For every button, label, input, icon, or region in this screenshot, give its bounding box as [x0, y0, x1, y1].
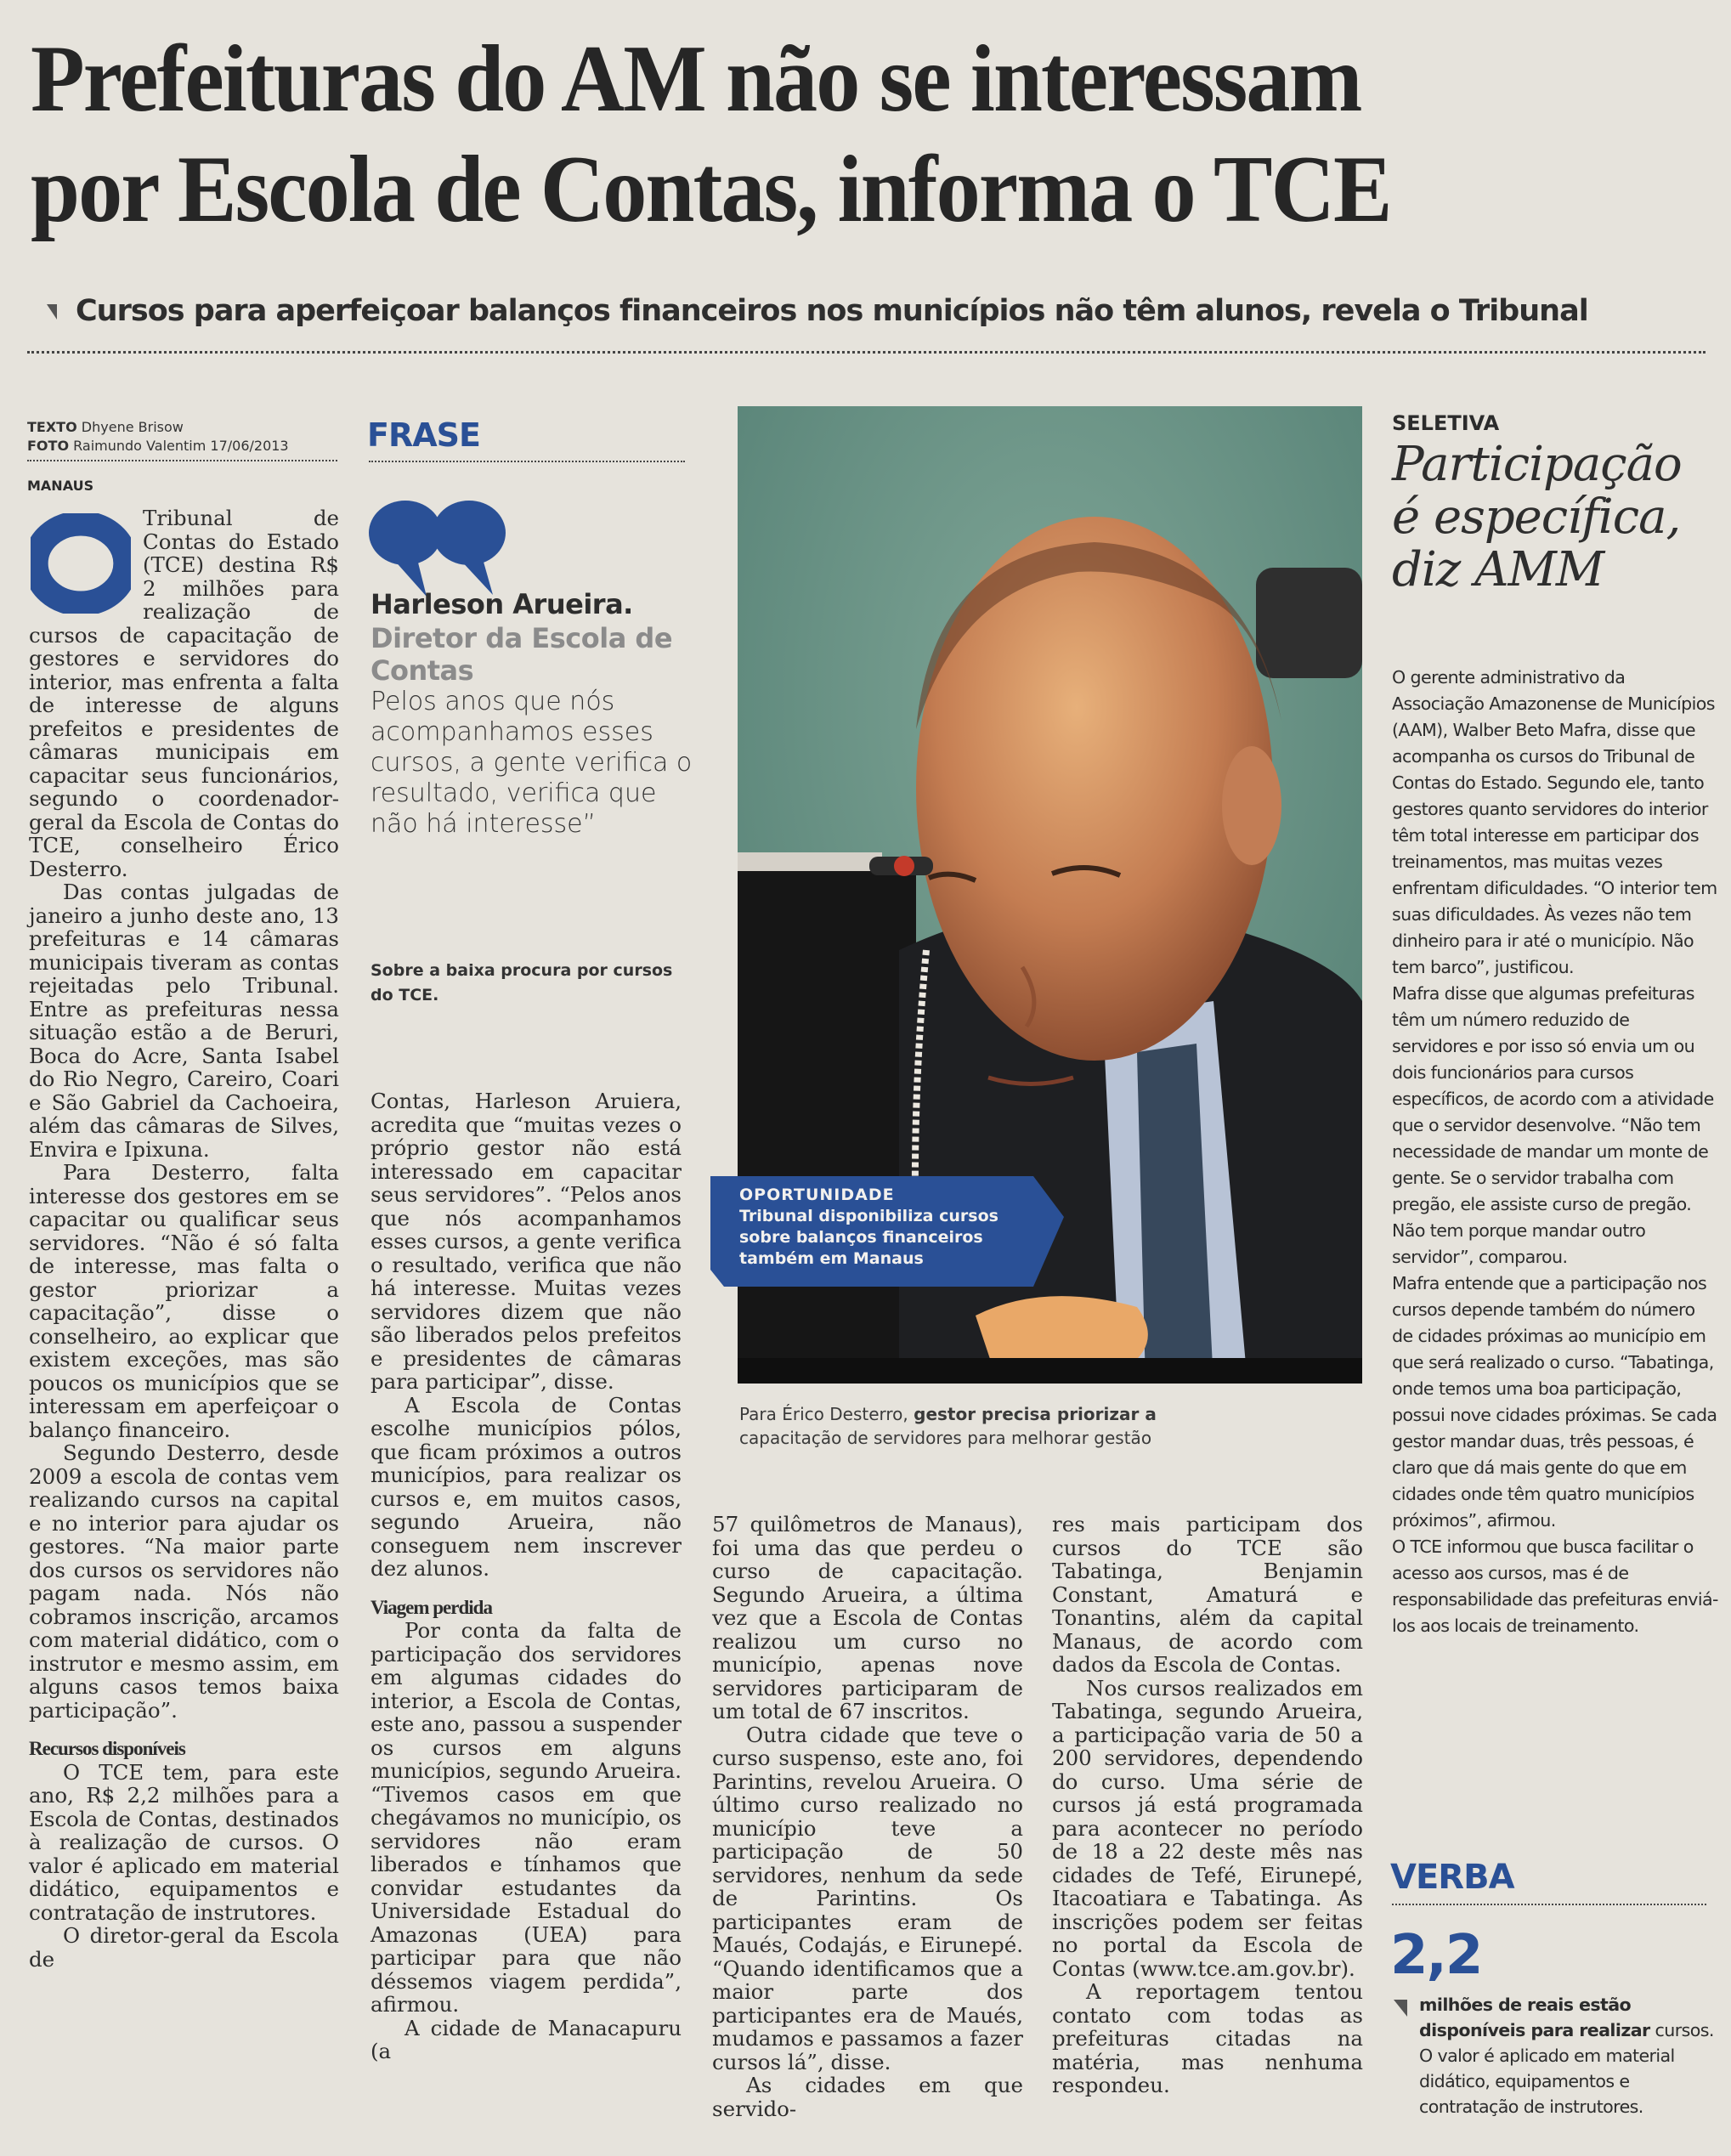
byline-photo-label: FOTO: [27, 438, 70, 454]
quote-text: Pelos anos que nós acompanhamos esses cursos, a gente verifica o resultado, verifica que não há interesse”: [371, 687, 693, 839]
subheading-recursos: Recursos disponíveis: [29, 1738, 185, 1759]
subtitle-text: Cursos para aperfeiçoar balanços financeiros nos municípios não têm alunos, revela o Tribunal: [76, 294, 1588, 328]
subheading-viagem: Viagem perdida: [371, 1596, 492, 1618]
subtitle: [47, 292, 1704, 330]
caption-lead: Para Érico Desterro,: [739, 1404, 908, 1424]
article-paragraph: 57 quilômetros de Manaus), foi uma das que perdeu o curso de capacitação. Segundo Arueira, a última vez que a Escola de Contas realizou um curso no município, apenas nove servidores participaram de um total de 67 inscritos.: [712, 1512, 1023, 1723]
article-paragraph: res mais participam dos cursos do TCE são Tabatinga, Benjamin Constant, Amaturá e Tonantins, além da capital Manaus, de acordo com dados da Escola de Contas.: [1052, 1512, 1363, 1677]
seletiva-paragraph: Mafra disse que algumas prefeituras têm um número reduzido de servidores e por isso só envia um ou dois funcionários para cursos específicos, de acordo com a atividade que o servidor desenvolve. “Não tem necessidade de mandar um monte de gente. Se o servidor trabalha com pregão, ele assiste curso de pregão. Não tem porque mandar outro servidor”, comparou.: [1392, 983, 1714, 1267]
article-paragraph: Contas, Harleson Aruiera, acredita que “muitas vezes o próprio gestor não está interessado em capacitar seus servidores”. “Pelos anos que nós acompanhamos esses cursos, a gente verifica o resultado, verifica que não há interesse. Muitas vezes servidores dizem que não são liberados pelos prefeitos e presidentes de câmaras para participar”, disse.: [371, 1089, 682, 1394]
quote-icon: [367, 495, 512, 601]
seletiva-body: [1392, 665, 1719, 1639]
article-paragraph: Nos cursos realizados em Tabatinga, segundo Arueira, a participação varia de 50 a 200 servidores, dependendo do curso. Uma série de cursos já está programada para acontecer no período de 18 a 22 deste mês nas cidades de Tefé, Eirunepé, Itacoatiara e Tabatinga. As inscrições podem ser feitas no portal da Escola de Contas (www.tce.am.gov.br).: [1052, 1675, 1363, 1981]
article-paragraph: As cidades em que servido-: [712, 2073, 1023, 2121]
photo-badge-text: [739, 1185, 1062, 1270]
photo-caption: [739, 1402, 1368, 1450]
byline-text-label: TEXTO: [27, 419, 77, 435]
headline-line-2: por Escola de Contas, informa o TCE: [31, 137, 1391, 242]
headline: [31, 24, 1595, 245]
article-paragraph: A reportagem tentou contato com todas as prefeituras citadas na matéria, mas nenhuma respondeu.: [1052, 1979, 1363, 2097]
verba-rest: cursos. O valor é aplicado em material didático, equipamentos e contratação de instrutores.: [1419, 2020, 1714, 2117]
dropcap-o-icon: [31, 513, 131, 614]
frase-label: FRASE: [367, 416, 480, 454]
headline-line-1: Prefeituras do AM não se interessam: [31, 26, 1361, 132]
article-paragraph: O TCE tem, para este ano, R$ 2,2 milhões para a Escola de Contas, destinados à realização de cursos. O valor é aplicado em material didático, equipamentos e contratação de instrutores.: [29, 1759, 339, 1925]
article-paragraph: Para Desterro, falta interesse dos gestores em se capacitar ou qualificar seus servidores. “Não é só falta de interesse, mas falta o gestor priorizar a capacitação”, disse o conselheiro, ao explicar que existem exceções, mas são poucos os municípios que se interessam em aperfeiçoar o balanço financeiro.: [29, 1160, 339, 1442]
quote-author-role: Diretor da Escola de Contas: [371, 622, 673, 687]
article-column-1: [29, 506, 339, 1971]
triangle-bullet-icon: [1394, 2000, 1407, 2017]
article-paragraph: Segundo Desterro, desde 2009 a escola de contas vem realizando cursos na capital e no interior para ajudar os gestores. “Na maior parte dos cursos os servidores não pagam nada. Nós não cobramos inscrição, arcamos com material didático, com o instrutor e mesmo assim, em alguns casos temos baixa participação”.: [29, 1440, 339, 1723]
verba-number: 2,2: [1390, 1924, 1482, 1987]
article-paragraph: Das contas julgadas de janeiro a junho deste ano, 13 prefeituras e 14 câmaras municipais tiveram as contas rejeitadas pelo Tribunal. Entre as prefeituras nessa situação estão a de Beruri, Boca do Acre, Santa Isabel do Rio Negro, Careiro, Coari e São Gabriel da Cachoeira, além das câmaras de Silves, Envira e Ipixuna.: [29, 880, 339, 1162]
seletiva-paragraph: O gerente administrativo da Associação Amazonense de Municípios (AAM), Walber Beto Mafra, disse que acompanha os cursos do Tribunal de Contas do Estado. Segundo ele, tanto gestores quanto servidores do interior têm total interesse em participar dos treinamentos, mas muitas vezes enfrentam dificuldades. “O interior tem suas dificuldades. Às vezes não tem dinheiro para ir até o município. Não tem barco”, justificou.: [1392, 667, 1717, 977]
byline-text-author: Dhyene Brisow: [81, 419, 184, 435]
triangle-bullet-icon: [47, 304, 57, 320]
article-column-2: [371, 1089, 682, 2063]
caption-rest: capacitação de servidores para melhorar gestão: [739, 1428, 1152, 1448]
article-paragraph: A cidade de Manacapuru (a: [371, 2015, 682, 2063]
seletiva-paragraph: O TCE informou que busca facilitar o acesso aos cursos, mas é de responsabilidade das prefeituras enviá-los aos locais de treinamento.: [1392, 1536, 1718, 1636]
byline-divider: [27, 460, 337, 461]
article-paragraph: O diretor-geral da Escola de: [29, 1923, 339, 1972]
article-column-3: [712, 1513, 1023, 2120]
byline-photo-author: Raimundo Valentim 17/06/2013: [73, 438, 289, 454]
article-paragraph: A Escola de Contas escolhe municípios pólos, que ficam próximos a outros municípios, para realizar os cursos e, em muitos casos, segundo Arueira, não conseguem nem inscrever dez alunos.: [371, 1392, 682, 1581]
seletiva-title: Participação é específica, diz AMM: [1392, 437, 1682, 597]
article-column-4: [1052, 1513, 1363, 2097]
article-paragraph: Tribunal de Contas do Estado (TCE) destina R$ 2 milhões para realização de cursos de capacitação de gestores e servidores do interior, mas enfrenta a falta de interesse de alguns prefeitos e presidentes de câmaras municipais em capacitar seus funcionários, segundo o coordenador-geral da Escola de Contas do TCE, conselheiro Érico Desterro.: [29, 506, 339, 881]
caption-bold: gestor precisa priorizar a: [914, 1404, 1157, 1424]
frase-divider: [369, 461, 685, 462]
quote-author-name: Harleson Arueira.: [371, 588, 633, 620]
dateline-city: MANAUS: [27, 478, 94, 494]
verba-text: [1419, 1992, 1725, 2119]
badge-description: Tribunal disponibiliza cursos sobre balanços financeiros também em Manaus: [739, 1207, 998, 1268]
verba-bold: milhões de reais estão disponíveis para realizar: [1419, 1995, 1650, 2040]
article-paragraph: Por conta da falta de participação dos servidores em algumas cidades do interior, a Escola de Contas, este ano, passou a suspender os cursos em alguns municípios, segundo Arueira. “Tivemos casos em que chegávamos no município, os servidores não eram liberados e tínhamos que convidar estudantes da Universidade Estadual do Amazonas (UEA) para participar para que não déssemos viagem perdida”, afirmou.: [371, 1618, 682, 2017]
header-divider: [27, 351, 1706, 354]
article-paragraph: Outra cidade que teve o curso suspenso, este ano, foi Parintins, revelou Arueira. O último curso realizado no município teve a participação de 50 servidores, nenhum da sede de Parintins. Os participantes eram de Maués, Codajás, e Eirunepé. “Quando identificamos que a maior parte dos participantes era de Maués, mudamos e passamos a fazer cursos lá”, disse.: [712, 1722, 1023, 2074]
badge-label: OPORTUNIDADE: [739, 1186, 895, 1204]
verba-divider: [1392, 1904, 1706, 1905]
verba-label: VERBA: [1390, 1858, 1514, 1897]
quote-note: Sobre a baixa procura por cursos do TCE.: [371, 961, 673, 1004]
seletiva-label: SELETIVA: [1392, 411, 1500, 435]
byline: [27, 418, 289, 456]
seletiva-paragraph: Mafra entende que a participação nos cursos depende também do número de cidades próximas ao município em que será realizado o curso. “Tabatinga, onde temos uma boa participação, possui nove cidades próximas. Se cada gestor mandar duas, três pessoas, é claro que dá mais gente do que em cidades onde têm quatro municípios próximos”, afirmou.: [1392, 1273, 1717, 1531]
